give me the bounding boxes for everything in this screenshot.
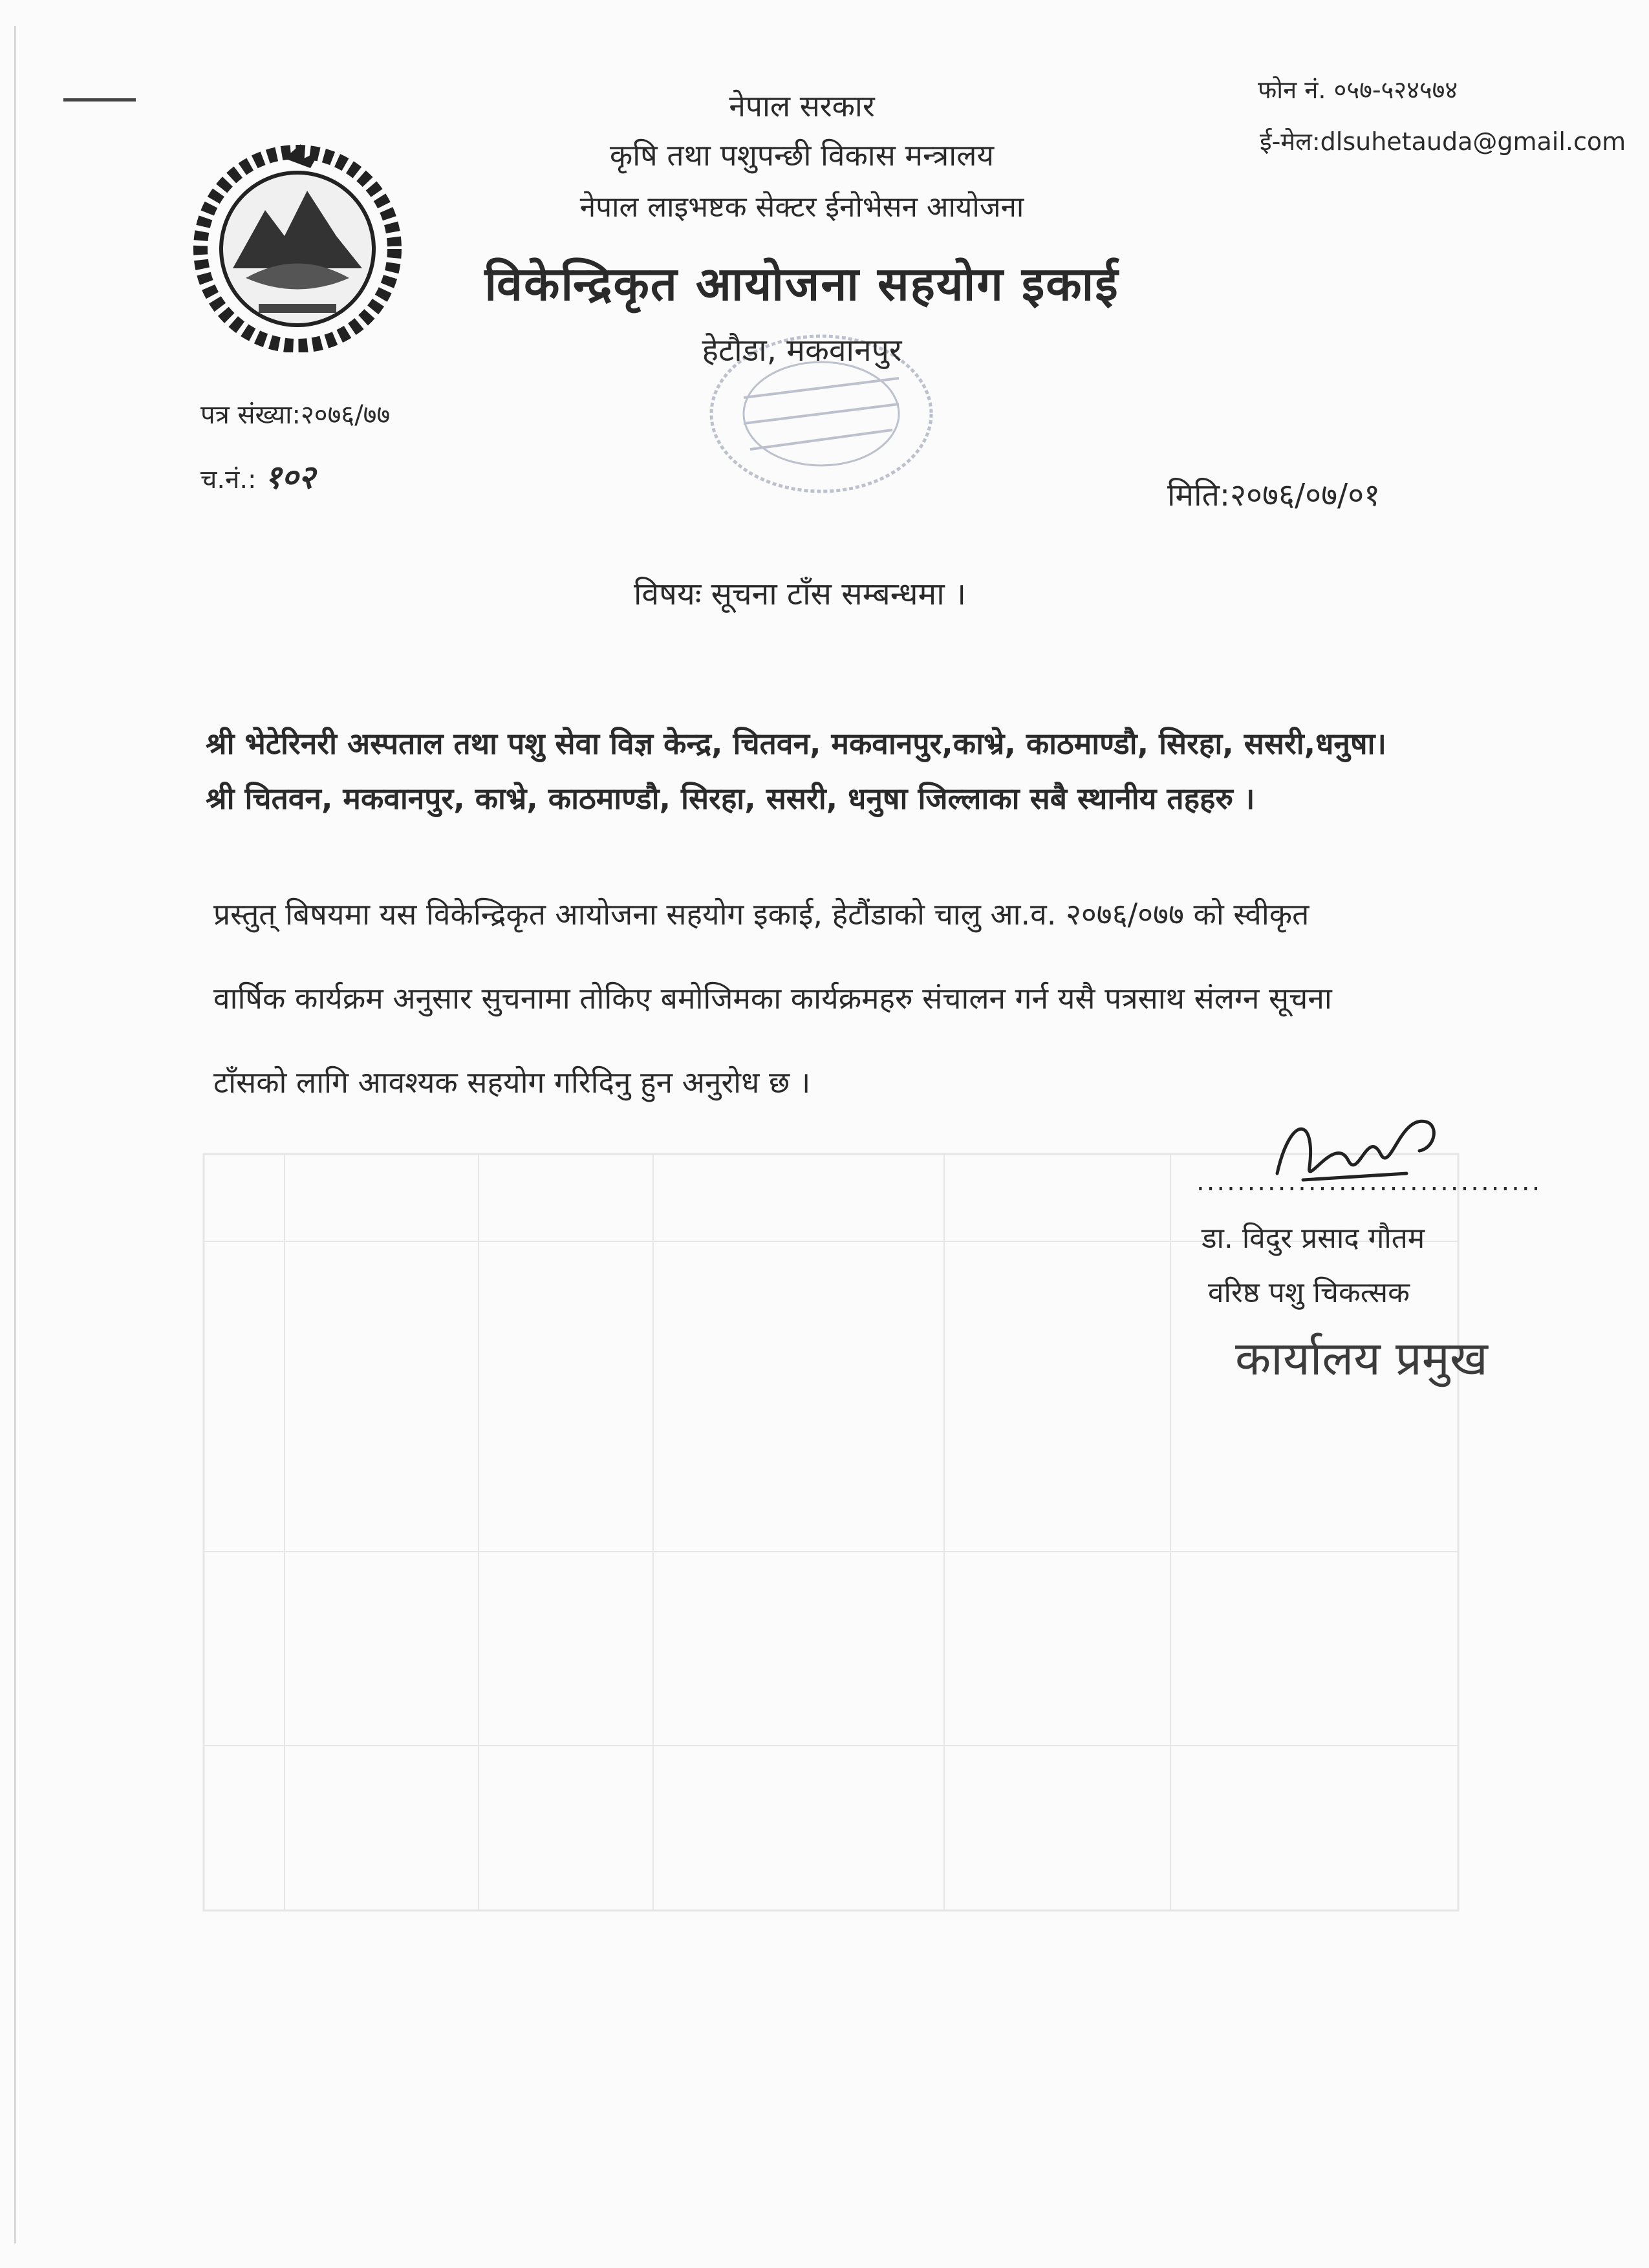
header-unit: विकेन्द्रिकृत आयोजना सहयोग इकाई	[484, 257, 1119, 311]
header-project: नेपाल लाइभष्टक सेक्टर ईनोभेसन आयोजना	[579, 191, 1024, 224]
header-location: हेटौडा, मकवानपुर	[702, 332, 902, 369]
bleed-through-table	[200, 1151, 1461, 1914]
addressee-line: श्री चितवन, मकवानपुर, काभ्रे, काठमाण्डौ, सिरहा, ससरी, धनुषा जिल्लाका सबै स्थानीय तहहरु ।	[206, 781, 1255, 816]
signatory-name: डा. विदुर प्रसाद गौतम	[1202, 1222, 1425, 1255]
header-government: नेपाल सरकार	[729, 89, 875, 123]
body-paragraph-line: वार्षिक कार्यक्रम अनुसार सुचनामा तोकिए बमोजिमका कार्यक्रमहरु संचालन गर्न यसै पत्रसाथ संलग्न सूचना	[213, 981, 1332, 1016]
nepal-emblem-icon	[188, 139, 407, 352]
email-address: ई-मेल:dlsuhetauda@gmail.com	[1260, 127, 1626, 156]
signatory-title: वरिष्ठ पशु चिकत्सक	[1208, 1276, 1410, 1309]
letter-subject: विषयः सूचना टाँस सम्बन्धमा ।	[634, 576, 967, 612]
body-paragraph-line: टाँसको लागि आवश्यक सहयोग गरिदिनु हुन अनुरोध छ ।	[213, 1065, 811, 1100]
letter-date: मिति:२०७६/०७/०१	[1167, 477, 1381, 513]
dispatch-number-value: १०२	[264, 458, 316, 496]
letter-number	[200, 396, 390, 431]
phone-number: फोन नं. ०५७-५२४५७४	[1258, 76, 1458, 104]
letter-number-value: २०७६/७७	[301, 400, 391, 430]
signature-line: ..................................	[1196, 1167, 1542, 1197]
dispatch-number	[200, 454, 315, 498]
top-left-dash	[63, 98, 136, 102]
addressee-line: श्री भेटेरिनरी अस्पताल तथा पशु सेवा विज्ञ केन्द्र, चितवन, मकवानपुर,काभ्रे, काठमाण्डौ, सिरहा, ससरी,धनुषा।	[206, 726, 1386, 761]
page-edge	[14, 26, 16, 2243]
body-paragraph-line: प्रस्तुत् बिषयमा यस विकेन्द्रिकृत आयोजना सहयोग इकाई, हेटौंडाको चालु आ.व. २०७६/०७७ को स्वीकृत	[213, 897, 1310, 932]
office-head-stamp: कार्यालय प्रमुख	[1235, 1331, 1488, 1385]
letter-number-label: पत्र संख्या:	[200, 400, 301, 430]
header-ministry: कृषि तथा पशुपन्छी विकास मन्त्रालय	[609, 138, 995, 173]
dispatch-number-label: च.नं.:	[200, 465, 257, 495]
